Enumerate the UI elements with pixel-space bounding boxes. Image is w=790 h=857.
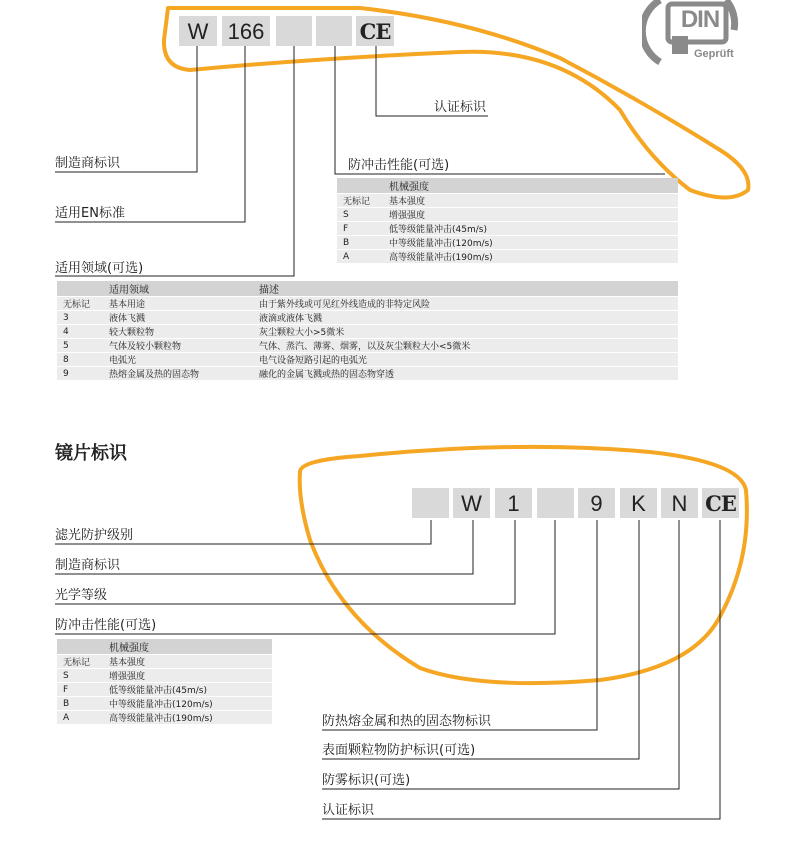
frame-box-field — [276, 16, 312, 46]
table-row — [57, 683, 272, 696]
row-desc: 增强强度 — [109, 669, 272, 682]
frame-box-impact — [316, 16, 352, 46]
row-code: 9 — [57, 367, 109, 380]
table-row — [337, 250, 678, 263]
row-desc: 电气设备短路引起的电弧光 — [259, 353, 678, 366]
frame-impact-table — [337, 177, 678, 264]
frame-impact-header: 机械强度 — [389, 178, 678, 193]
din-logo-main: DIN — [680, 6, 720, 33]
row-desc: 灰尘颗粒大小>5微米 — [259, 325, 678, 338]
lens-filter-label: 滤光防护级别 — [55, 528, 134, 543]
row-field: 液体飞溅 — [109, 311, 259, 324]
row-desc: 低等级能量冲击(45m/s) — [109, 683, 272, 696]
frame-box-ce: CE — [356, 16, 394, 46]
table-row — [337, 208, 678, 221]
row-code: 无标记 — [57, 655, 109, 668]
lens-optical-label: 光学等级 — [55, 588, 108, 603]
frame-field-label: 适用领域(可选) — [55, 261, 144, 276]
table-row — [57, 367, 678, 380]
row-code: 8 — [57, 353, 109, 366]
lens-box-optical: 1 — [495, 488, 532, 518]
lens-box-filter — [412, 488, 449, 518]
lens-section-title: 镜片标识 — [55, 443, 127, 464]
row-code: 5 — [57, 339, 109, 352]
row-code: F — [57, 683, 109, 696]
row-desc: 基本强度 — [389, 194, 678, 207]
lens-molten-label: 防热熔金属和热的固态物标识 — [322, 714, 492, 729]
row-field: 电弧光 — [109, 353, 259, 366]
row-code: A — [57, 711, 109, 724]
din-logo — [642, 0, 742, 66]
lens-box-surface: K — [620, 488, 657, 518]
row-desc: 基本强度 — [109, 655, 272, 668]
frame-cert-label: 认证标识 — [434, 100, 487, 115]
frame-box-manufacturer: W — [179, 16, 217, 46]
frame-impact-label: 防冲击性能(可选) — [348, 158, 450, 173]
table-row — [337, 194, 678, 207]
table-row — [57, 711, 272, 724]
row-desc: 气体、蒸汽、薄雾、烟雾，以及灰尘颗粒大小<5微米 — [259, 339, 678, 352]
lens-box-impact — [537, 488, 574, 518]
lens-surface-label: 表面颗粒物防护标识(可选) — [322, 743, 476, 758]
table-row — [337, 236, 678, 249]
table-row — [337, 222, 678, 235]
din-logo-sub: Geprüft — [694, 48, 734, 60]
frame-field-table — [57, 280, 678, 381]
lens-box-ce: CE — [702, 488, 739, 518]
row-code: S — [337, 208, 389, 221]
row-desc: 增强强度 — [389, 208, 678, 221]
lens-impact-header: 机械强度 — [109, 639, 272, 654]
row-code: A — [337, 250, 389, 263]
table-row — [57, 311, 678, 324]
row-field: 较大颗粒物 — [109, 325, 259, 338]
lens-cert-label: 认证标识 — [322, 803, 375, 818]
row-field: 气体及较小颗粒物 — [109, 339, 259, 352]
lens-box-fog: N — [661, 488, 698, 518]
row-desc: 高等级能量冲击(190m/s) — [389, 250, 678, 263]
table-row — [57, 669, 272, 682]
table-row — [57, 697, 272, 710]
row-desc: 融化的金属飞溅或热的固态物穿透 — [259, 367, 678, 380]
row-desc: 由于紫外线或可见红外线造成的非特定风险 — [259, 297, 678, 310]
lens-manufacturer-label: 制造商标识 — [55, 558, 121, 573]
row-field: 基本用途 — [109, 297, 259, 310]
table-row — [57, 339, 678, 352]
lens-box-molten: 9 — [578, 488, 615, 518]
frame-standard-label: 适用EN标准 — [55, 206, 125, 221]
row-code: 3 — [57, 311, 109, 324]
row-code: 无标记 — [337, 194, 389, 207]
lens-outline — [300, 447, 747, 683]
table-row — [57, 325, 678, 338]
lens-fog-label: 防雾标识(可选) — [322, 773, 411, 788]
row-code: F — [337, 222, 389, 235]
row-code: S — [57, 669, 109, 682]
row-desc: 液滴或液体飞溅 — [259, 311, 678, 324]
row-desc: 高等级能量冲击(190m/s) — [109, 711, 272, 724]
lens-impact-table — [57, 638, 272, 725]
frame-box-standard: 166 — [222, 16, 270, 46]
table-row — [57, 353, 678, 366]
table-row — [57, 297, 678, 310]
field-header-desc: 描述 — [259, 281, 678, 296]
lens-box-manufacturer: W — [453, 488, 490, 518]
row-code: B — [337, 236, 389, 249]
row-code: 4 — [57, 325, 109, 338]
lens-impact-label: 防冲击性能(可选) — [55, 618, 157, 633]
row-field: 热熔金属及热的固态物 — [109, 367, 259, 380]
field-header-field: 适用领域 — [109, 281, 259, 296]
row-desc: 中等级能量冲击(120m/s) — [389, 236, 678, 249]
frame-manufacturer-label: 制造商标识 — [55, 156, 121, 171]
row-code: 无标记 — [57, 297, 109, 310]
table-row — [57, 655, 272, 668]
row-code: B — [57, 697, 109, 710]
row-desc: 中等级能量冲击(120m/s) — [109, 697, 272, 710]
row-desc: 低等级能量冲击(45m/s) — [389, 222, 678, 235]
